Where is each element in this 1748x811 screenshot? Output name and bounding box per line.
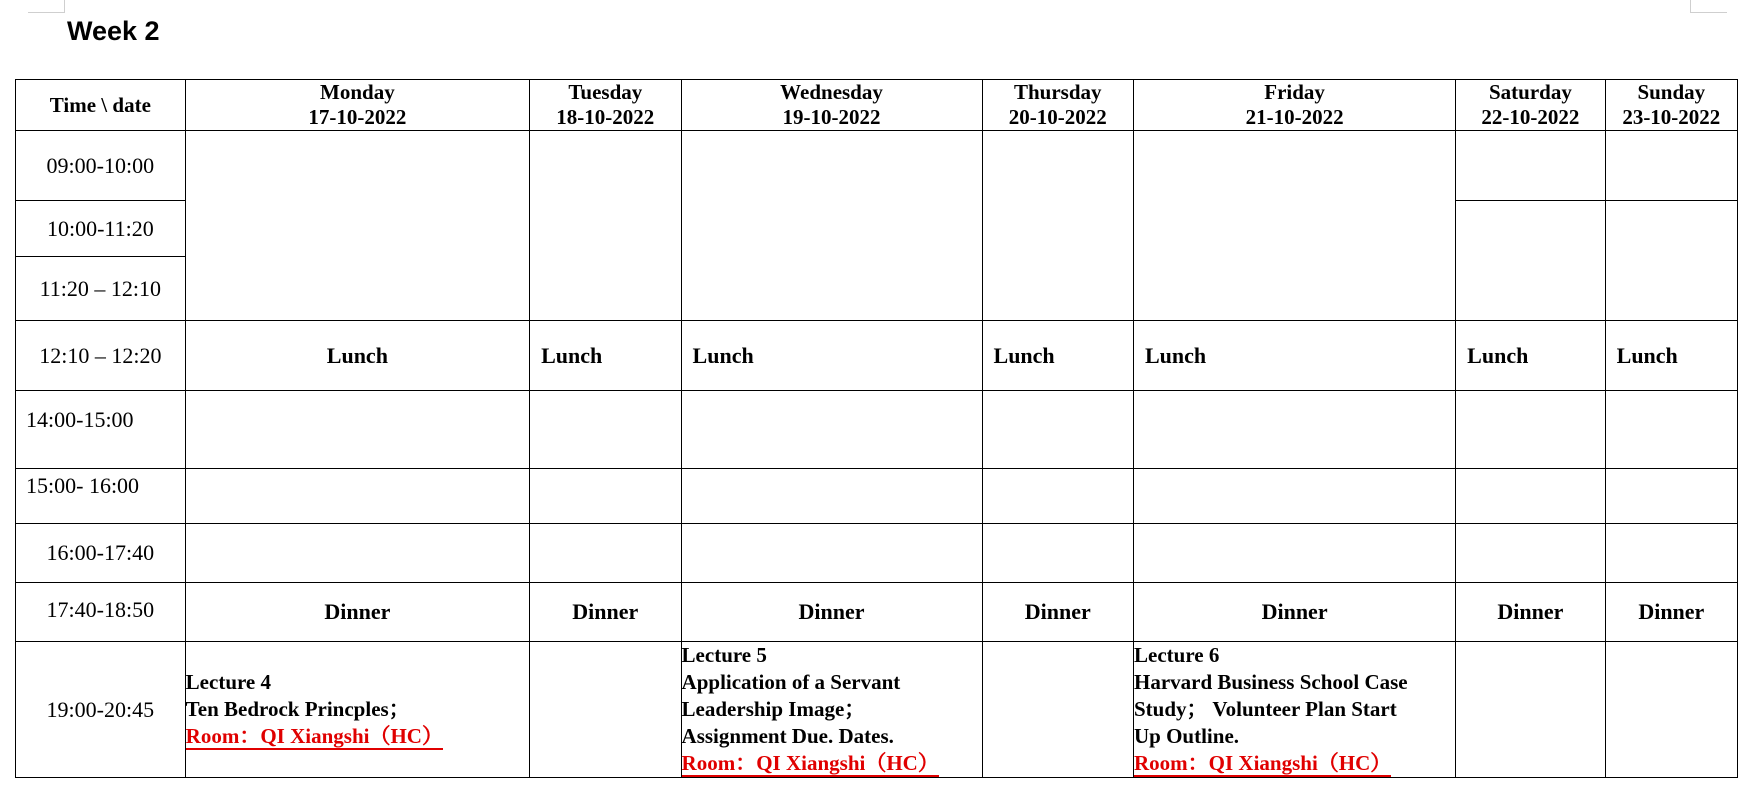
dinner-cell: Dinner — [1456, 583, 1605, 642]
empty-cell — [681, 391, 982, 469]
empty-cell — [982, 524, 1133, 583]
page-corner-mark-left — [28, 0, 65, 13]
empty-cell — [530, 524, 681, 583]
lecture-room: Room：QI Xiangshi（HC） — [1134, 751, 1392, 775]
empty-cell — [681, 524, 982, 583]
empty-cell — [1456, 469, 1605, 524]
dinner-cell: Dinner — [982, 583, 1133, 642]
lecture-topic: Leadership Image； — [681, 697, 866, 721]
day-name: Sunday — [1637, 80, 1706, 104]
empty-cell — [1134, 131, 1456, 321]
empty-cell — [1605, 201, 1737, 321]
day-date: 17-10-2022 — [308, 105, 407, 129]
day-name: Monday — [320, 80, 395, 104]
empty-cell — [1605, 131, 1737, 201]
dinner-cell: Dinner — [185, 583, 529, 642]
lecture-room: Room：QI Xiangshi（HC） — [681, 751, 939, 775]
lecture-topic: Assignment Due. Dates. — [681, 724, 894, 748]
day-header-sunday — [1605, 80, 1737, 131]
page-corner-mark-right — [1690, 0, 1727, 13]
lecture-topic: Harvard Business School Case — [1134, 670, 1408, 694]
day-header-thursday — [982, 80, 1133, 131]
day-header-saturday — [1456, 80, 1605, 131]
empty-cell — [530, 469, 681, 524]
empty-cell — [1134, 391, 1456, 469]
lecture-title: Lecture 6 — [1134, 643, 1220, 667]
day-name: Friday — [1264, 80, 1325, 104]
empty-cell — [1605, 469, 1737, 524]
day-date: 20-10-2022 — [1008, 105, 1107, 129]
corner-header: Time \ date — [16, 80, 186, 131]
lunch-cell: Lunch — [1456, 321, 1605, 391]
lecture-topic: Up Outline. — [1134, 724, 1240, 748]
empty-cell — [1605, 524, 1737, 583]
empty-cell — [1456, 524, 1605, 583]
lunch-cell: Lunch — [681, 321, 982, 391]
day-date: 23-10-2022 — [1622, 105, 1721, 129]
row-0900 — [16, 131, 1738, 201]
empty-cell — [1456, 391, 1605, 469]
time-cell: 12:10 – 12:20 — [16, 321, 186, 391]
lecture-room: Room：QI Xiangshi（HC） — [185, 724, 443, 748]
weekly-schedule-table — [15, 79, 1738, 778]
time-cell: 09:00-10:00 — [16, 131, 186, 201]
empty-cell — [1134, 469, 1456, 524]
day-name: Thursday — [1013, 80, 1102, 104]
day-date: 22-10-2022 — [1481, 105, 1580, 129]
lecture-topic: Application of a Servant — [681, 670, 901, 694]
empty-cell — [982, 469, 1133, 524]
page-title: Week 2 — [67, 16, 160, 46]
row-1400 — [16, 391, 1738, 469]
empty-cell — [185, 391, 529, 469]
empty-cell — [530, 642, 681, 778]
dinner-cell: Dinner — [681, 583, 982, 642]
day-date: 19-10-2022 — [782, 105, 881, 129]
empty-cell — [982, 131, 1133, 321]
lunch-cell: Lunch — [185, 321, 529, 391]
empty-cell — [681, 131, 982, 321]
row-dinner — [16, 583, 1738, 642]
empty-cell — [185, 131, 529, 321]
empty-cell — [1605, 642, 1737, 778]
lunch-cell: Lunch — [1605, 321, 1737, 391]
empty-cell — [530, 391, 681, 469]
empty-cell — [1605, 391, 1737, 469]
time-cell: 11:20 – 12:10 — [16, 257, 186, 321]
empty-cell — [1456, 131, 1605, 201]
lunch-cell: Lunch — [982, 321, 1133, 391]
row-lunch — [16, 321, 1738, 391]
lecture-cell-monday — [185, 642, 529, 778]
header-row — [16, 80, 1738, 131]
dinner-cell: Dinner — [530, 583, 681, 642]
lecture-topic: Ten Bedrock Princples； — [185, 697, 410, 721]
empty-cell — [1456, 642, 1605, 778]
day-name: Tuesday — [568, 80, 643, 104]
time-cell: 14:00-15:00 — [16, 391, 186, 469]
dinner-cell: Dinner — [1134, 583, 1456, 642]
day-name: Wednesday — [780, 80, 883, 104]
day-header-friday — [1134, 80, 1456, 131]
lecture-cell-friday — [1134, 642, 1456, 778]
lunch-cell: Lunch — [1134, 321, 1456, 391]
empty-cell — [1456, 201, 1605, 321]
empty-cell — [681, 469, 982, 524]
time-cell: 17:40-18:50 — [16, 583, 186, 642]
row-evening — [16, 642, 1738, 778]
day-header-monday — [185, 80, 529, 131]
lecture-title: Lecture 4 — [185, 670, 272, 694]
row-1500 — [16, 469, 1738, 524]
time-cell: 15:00- 16:00 — [16, 469, 186, 524]
lunch-cell: Lunch — [530, 321, 681, 391]
time-cell: 19:00-20:45 — [16, 642, 186, 778]
empty-cell — [185, 524, 529, 583]
empty-cell — [185, 469, 529, 524]
empty-cell — [1134, 524, 1456, 583]
day-date: 21-10-2022 — [1245, 105, 1344, 129]
empty-cell — [982, 391, 1133, 469]
empty-cell — [530, 131, 681, 321]
time-cell: 16:00-17:40 — [16, 524, 186, 583]
row-1600 — [16, 524, 1738, 583]
dinner-cell: Dinner — [1605, 583, 1737, 642]
empty-cell — [982, 642, 1133, 778]
day-header-tuesday — [530, 80, 681, 131]
day-name: Saturday — [1488, 80, 1572, 104]
lecture-title: Lecture 5 — [681, 643, 767, 667]
day-header-wednesday — [681, 80, 982, 131]
day-date: 18-10-2022 — [556, 105, 655, 129]
lecture-cell-wednesday — [681, 642, 982, 778]
lecture-topic: Study； Volunteer Plan Start — [1134, 697, 1397, 721]
time-cell: 10:00-11:20 — [16, 201, 186, 257]
